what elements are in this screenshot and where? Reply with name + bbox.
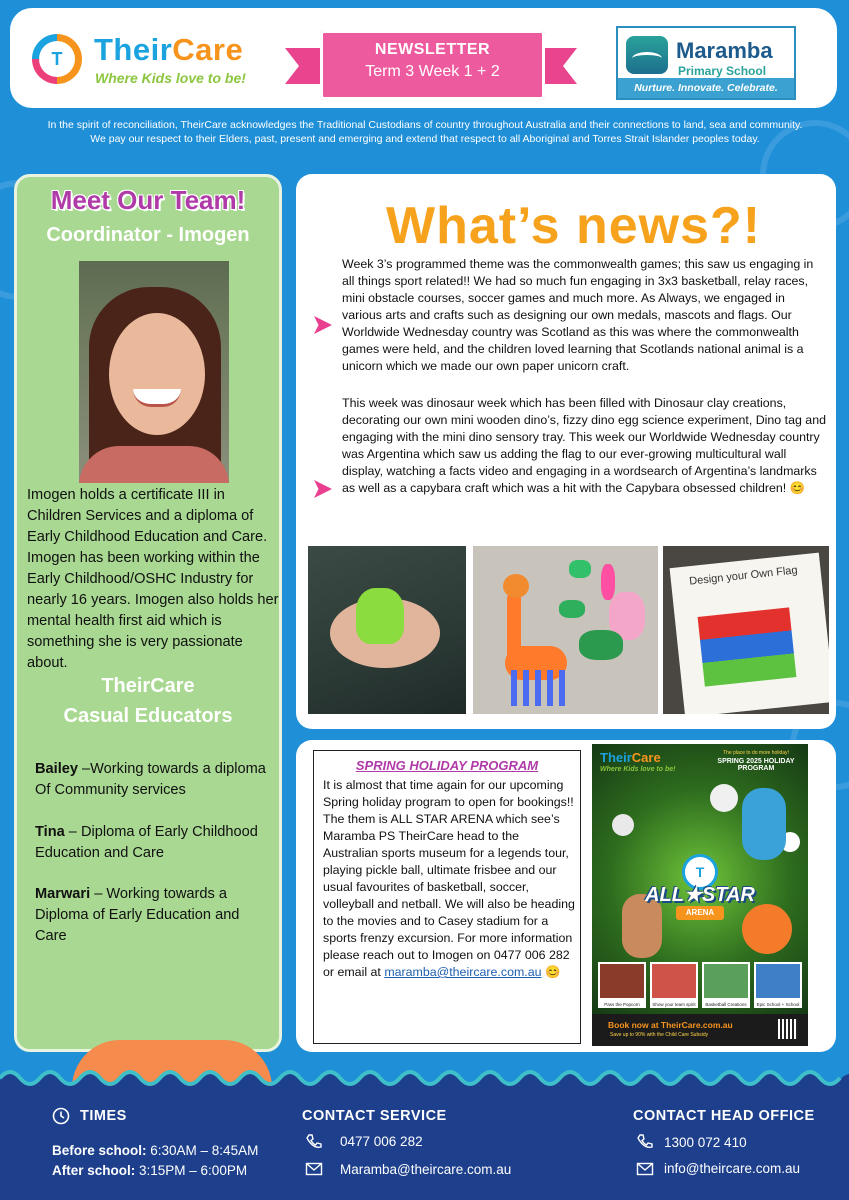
news-paragraph-dinosaur: This week was dinosaur week which has been filled with Dinosaur clay creations, decorating our own mini wooden dino’s, fizzy dino egg science experiment, Dino tag and engaging with the mini dino sensory tray. This week our Worldwide Wednesday country was Argentina which saw us adding the flag to our ever-growing multicultural wall display, watching a facts video and engaging in a wordsearch of Argentina’s landmarks as well as a capybara craft which was a hit with the Capybara obsessed children! 😊 (342, 396, 826, 495)
flyer-program-label: SPRING 2025 HOLIDAY PROGRAM (717, 758, 795, 772)
times-heading: TIMES (80, 1108, 127, 1124)
flyer-thumb: Epic School + School (754, 962, 802, 1008)
email-icon (305, 1160, 323, 1178)
flyer-tagline: Where Kids love to be! (600, 766, 676, 773)
phone-icon (636, 1133, 654, 1151)
phone-icon (305, 1133, 323, 1151)
head-office-email[interactable]: info@theircare.com.au (664, 1161, 801, 1176)
header (10, 8, 837, 108)
flyer-thumb: Basketball Creations (702, 962, 750, 1008)
news-paragraph-commonwealth: Week 3’s programmed theme was the commonwealth games; this saw us engaging in all things sport related!! We had so much fun engaging in 3x3 basketball, relay races, mini obstacle courses, soccer games and much more. As Always, we engaged in various arts and crafts such as designing our own medals, mascots and flags. Our Worldwide Wednesday country was Scotland as this was where the commonwealth games were held, and the children loved learning that Scotlands national animal is a unicorn which we made our own paper unicorn craft. (342, 257, 814, 373)
acknowledgement-of-country: In the spirit of reconciliation, TheirCare acknowledges the Traditional Custodians of country throughout Australia and their connections to land, sea and community. We pay our respect to their Elders, past, present and emerging and extend that respect to all Aboriginal and Torres Strait Islander peoples today. (47, 119, 803, 145)
spring-program-panel (296, 740, 836, 1052)
email-icon (636, 1160, 654, 1178)
photo-clay-creations (473, 546, 658, 714)
school-emblem-icon (626, 36, 668, 74)
spring-email-link[interactable]: maramba@theircare.com.au (384, 965, 542, 979)
casual-educators-heading-line2: Casual Educators (63, 705, 233, 727)
footer (0, 1088, 849, 1200)
clock-icon (52, 1107, 70, 1125)
contact-head-office-heading: CONTACT HEAD OFFICE (633, 1108, 815, 1124)
coordinator-title: Coordinator - Imogen (46, 224, 250, 246)
staff-item-marwari: Marwari – Working towards a Diploma of Early Education and Care (35, 886, 240, 944)
school-logo (616, 26, 796, 100)
coordinator-photo (79, 261, 229, 483)
contact-service-heading: CONTACT SERVICE (302, 1108, 447, 1124)
service-phone[interactable]: 0477 006 282 (340, 1134, 423, 1149)
spring-program-title: SPRING HOLIDAY PROGRAM (355, 758, 539, 773)
soccer-ball-icon (612, 814, 634, 836)
theircare-logo-icon: T (32, 34, 82, 84)
newsletter-banner (320, 30, 545, 100)
coordinator-bio: Imogen holds a certificate III in Children Services and a diploma of Early Childhood Education and Care. Imogen has been working within the Early Childhood/OSHC Industry for nearly 16 years. Imogen also holds her mental health first aid which is something she is very passionate about. (27, 487, 279, 671)
staff-item-bailey: Bailey –Working towards a diploma Of Community services (35, 761, 266, 798)
casual-educators-heading-line1: TheirCare (101, 675, 195, 697)
flyer-thumb: Show your team spirit (650, 962, 698, 1008)
all-star-arena-flyer (592, 744, 808, 1046)
service-email[interactable]: Maramba@theircare.com.au (340, 1162, 512, 1177)
school-subtitle: Primary School (678, 64, 767, 78)
news-panel (296, 174, 836, 729)
pink-arrow-icon (314, 316, 332, 334)
all-star-arena-badge: T ALL★STAR ARENA (644, 854, 756, 924)
team-heading: Meet Our Team! (50, 185, 246, 215)
staff-item-tina: Tina – Diploma of Early Childhood Education and Care (35, 824, 258, 861)
flyer-booking-bar: Book now at TheirCare.com.au Save up to 90% with the Child Care Subsidy (592, 1014, 808, 1046)
photo-design-flag-sheet: Design your Own Flag (663, 546, 829, 714)
flyer-place: The place to do more holiday! (723, 750, 789, 756)
spring-program-text: It is almost that time again for our upcoming Spring holiday program to open for bookings!! The them is ALL STAR ARENA which see’s Maramba PS TheirCare head to the Australian sports museum for a legends tour, playing pickle ball, ultimate frisbee and our usual favourites of basketball, soccer, volleyball and netball. We will also be heading to the movies and to Casey stadium for a sports frenzy excursion. For more information please reach out to Imogen on 0477 006 282 or email at maramba@theircare.com.au 😊 (323, 778, 575, 979)
flyer-brand: TheirCare (600, 750, 661, 765)
after-school-time: After school: 3:15PM – 6:00PM (52, 1163, 248, 1178)
head-office-phone[interactable]: 1300 072 410 (664, 1135, 747, 1150)
school-motto: Nurture. Innovate. Celebrate. (618, 78, 794, 98)
newsletter-term: Term 3 Week 1 + 2 (365, 63, 500, 80)
spring-program-box (313, 750, 581, 1044)
before-school-time: Before school: 6:30AM – 8:45AM (52, 1143, 259, 1158)
qr-code-icon (778, 1019, 798, 1039)
team-panel (14, 174, 282, 1052)
volleyball-icon (710, 784, 738, 812)
school-name: Maramba (676, 38, 773, 63)
photo-dino-clay-hand (308, 546, 466, 714)
brand-tagline: Where Kids love to be! (95, 70, 246, 86)
brand-name: TheirCare (94, 32, 244, 67)
pink-arrow-icon (314, 480, 332, 498)
news-title: What’s news?! (386, 197, 762, 255)
newsletter-title: NEWSLETTER (374, 41, 491, 58)
player-figure (742, 788, 786, 860)
flyer-thumb: Pass the Popcorn (598, 962, 646, 1008)
flyer-thumbnails (598, 962, 802, 1008)
